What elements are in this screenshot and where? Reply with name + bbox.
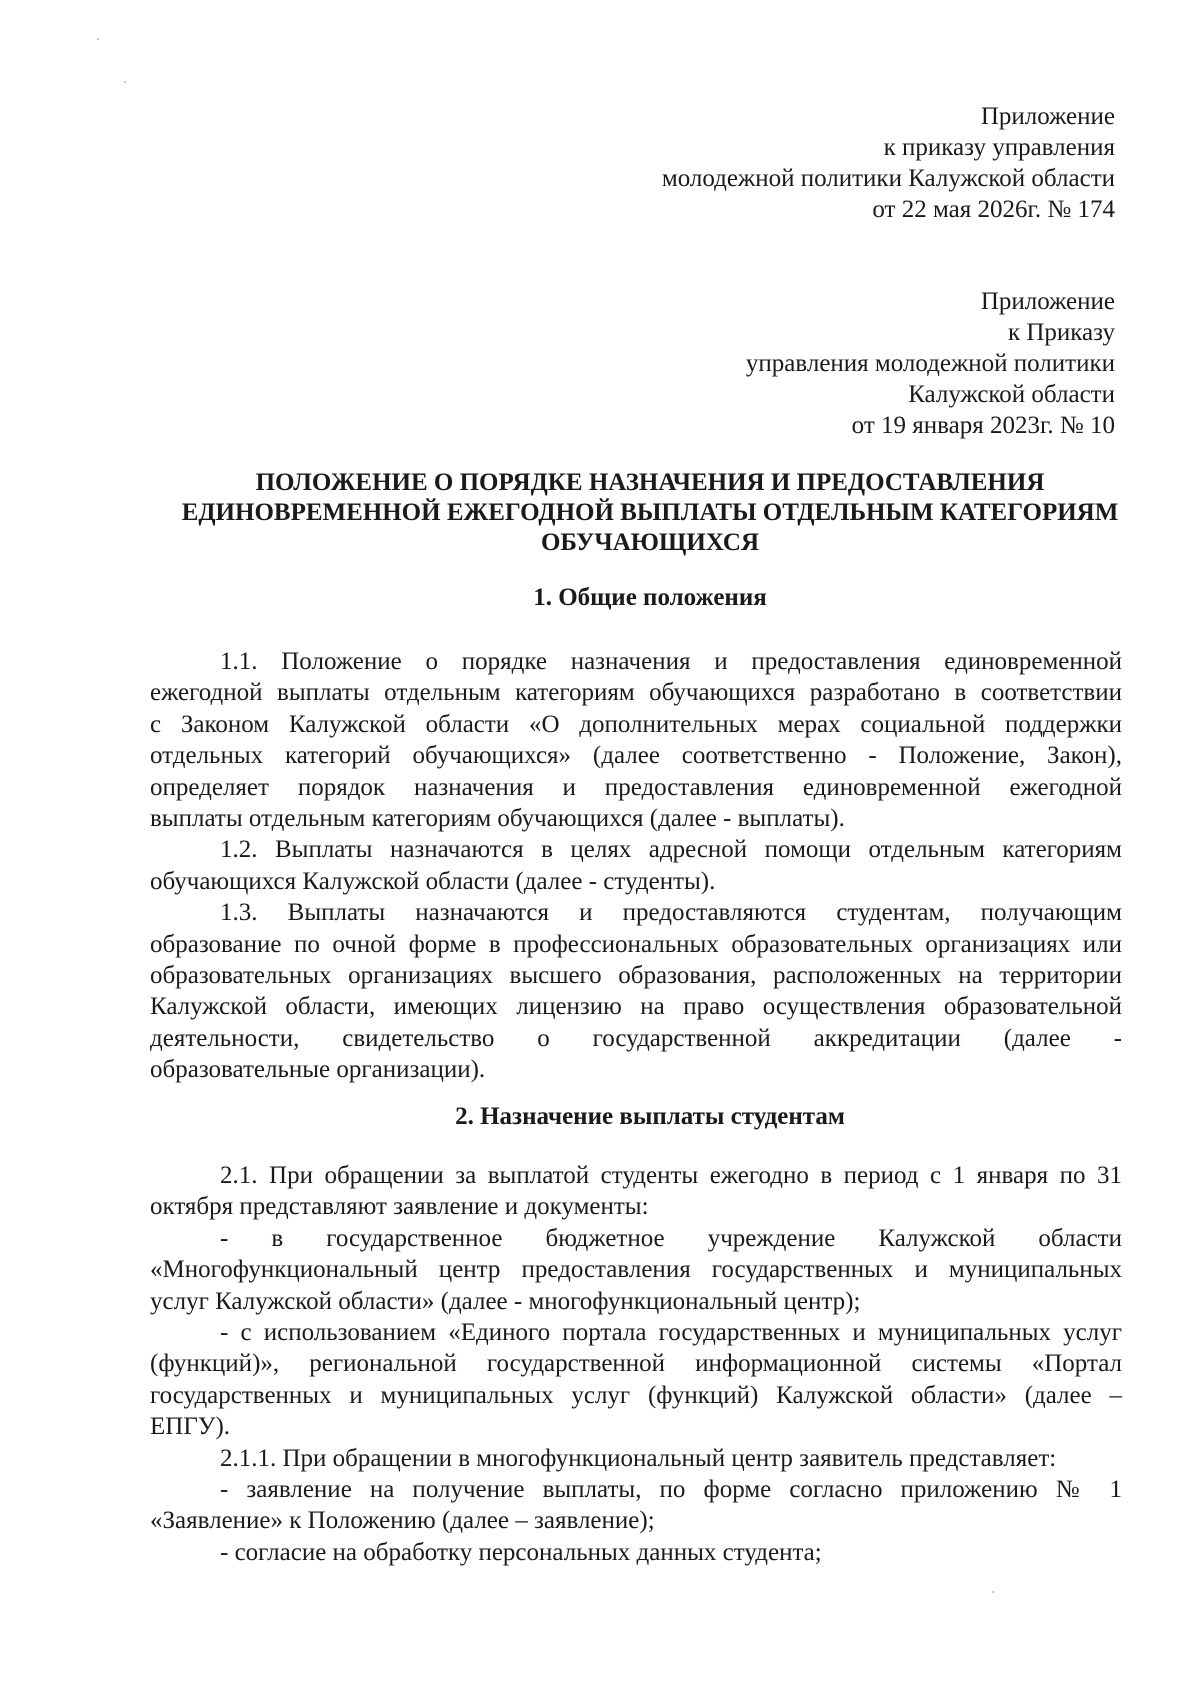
section-heading-assignment: 2. Назначение выплаты студентам (455, 1103, 845, 1130)
paragraph-1-2 (150, 834, 1122, 897)
text-line: 1.1. Положение о порядке назначения и предоставления единовременной (220, 648, 1122, 675)
text-line: обучающихся Калужской области (далее - студенты). (150, 867, 716, 895)
scan-speck (992, 1591, 994, 1593)
approval-line: к Приказу (1007, 319, 1115, 346)
approval-line: Калужской области (908, 381, 1115, 408)
text-line: - заявление на получение выплаты, по форме согласно приложению № 1 (220, 1476, 1122, 1504)
paragraph-1-3 (150, 897, 1122, 1085)
list-item-application (150, 1474, 1122, 1537)
approval-block-previous (746, 286, 1115, 441)
list-item-consent (150, 1537, 1122, 1568)
section-assignment-body (150, 1160, 1122, 1568)
text-line: - согласие на обработку персональных данных студента; (220, 1538, 822, 1566)
text-line: выплаты отдельным категориям обучающихся (далее - выплаты). (150, 805, 845, 833)
text-line: определяет порядок назначения и предоставления единовременной ежегодной (150, 773, 1122, 801)
text-line: ежегодной выплаты отдельным категориям обучающихся разработано в соответствии (150, 679, 1122, 707)
text-line: образовательные организации). (150, 1056, 486, 1084)
text-line: 2.1. При обращении за выплатой студенты ежегодно в период с 1 января по 31 (220, 1162, 1122, 1189)
scan-speck (124, 81, 126, 83)
approval-line: Приложение (980, 288, 1115, 315)
approval-line: к приказу управления (883, 134, 1115, 161)
text-line: отдельных категорий обучающихся» (далее соответственно - Положение, Закон), (150, 742, 1122, 770)
approval-line: Приложение (980, 103, 1115, 130)
approval-line: от 19 января 2023г. № 10 (851, 412, 1115, 439)
approval-line: молодежной политики Калужской области (661, 165, 1115, 192)
text-line: 1.2. Выплаты назначаются в целях адресной помощи отдельным категориям (220, 836, 1122, 864)
section-heading-general: 1. Общие положения (533, 584, 767, 611)
approval-block-current (662, 101, 1115, 225)
paragraph-2-1-1 (150, 1443, 1122, 1474)
text-line: ЕПГУ). (150, 1413, 231, 1441)
approval-line: управления молодежной политики (745, 350, 1115, 377)
list-item-mfc (150, 1223, 1122, 1317)
text-line: «Заявление» к Положению (далее – заявление); (150, 1507, 655, 1535)
approval-line: от 22 мая 2026г. № 174 (872, 196, 1115, 223)
text-line: образовательных организациях высшего образования, расположенных на территории (150, 962, 1122, 990)
scan-speck (97, 38, 99, 40)
list-item-epgu (150, 1317, 1122, 1443)
section-general-body (150, 646, 1122, 1086)
text-line: услуг Калужской области» (далее - многофункциональный центр); (150, 1287, 861, 1315)
paragraph-1-1 (150, 646, 1122, 834)
text-line: (функций)», региональной государственной информационной системы «Портал (150, 1350, 1122, 1378)
text-line: октября представляют заявление и документы: (150, 1193, 649, 1221)
text-line: деятельности, свидетельство о государственной аккредитации (далее - (150, 1024, 1122, 1052)
text-line: - с использованием «Единого портала государственных и муниципальных услуг (220, 1319, 1122, 1347)
text-line: «Многофункциональный центр предоставления государственных и муниципальных (150, 1256, 1122, 1284)
text-line: с Законом Калужской области «О дополнительных мерах социальной поддержки (150, 710, 1122, 738)
text-line: 2.1.1. При обращении в многофункциональный центр заявитель представляет: (220, 1444, 1057, 1472)
text-line: государственных и муниципальных услуг (функций) Калужской области» (далее – (150, 1381, 1122, 1409)
paragraph-2-1 (150, 1160, 1122, 1223)
text-line: Калужской области, имеющих лицензию на право осуществления образовательной (150, 993, 1122, 1021)
text-line: образование по очной форме в профессиональных образовательных организациях или (150, 930, 1122, 958)
text-line: 1.3. Выплаты назначаются и предоставляются студентам, получающим (220, 899, 1122, 927)
text-line: - в государственное бюджетное учреждение Калужской области (220, 1224, 1122, 1252)
document-title: ПОЛОЖЕНИЕ О ПОРЯДКЕ НАЗНАЧЕНИЯ И ПРЕДОСТАВЛЕНИЯ ЕДИНОВРЕМЕННОЙ ЕЖЕГОДНОЙ ВЫПЛАТЫ ОТДЕЛЬНЫМ КАТЕГОРИЯМ ОБУЧАЮЩИХСЯ (181, 469, 1119, 556)
